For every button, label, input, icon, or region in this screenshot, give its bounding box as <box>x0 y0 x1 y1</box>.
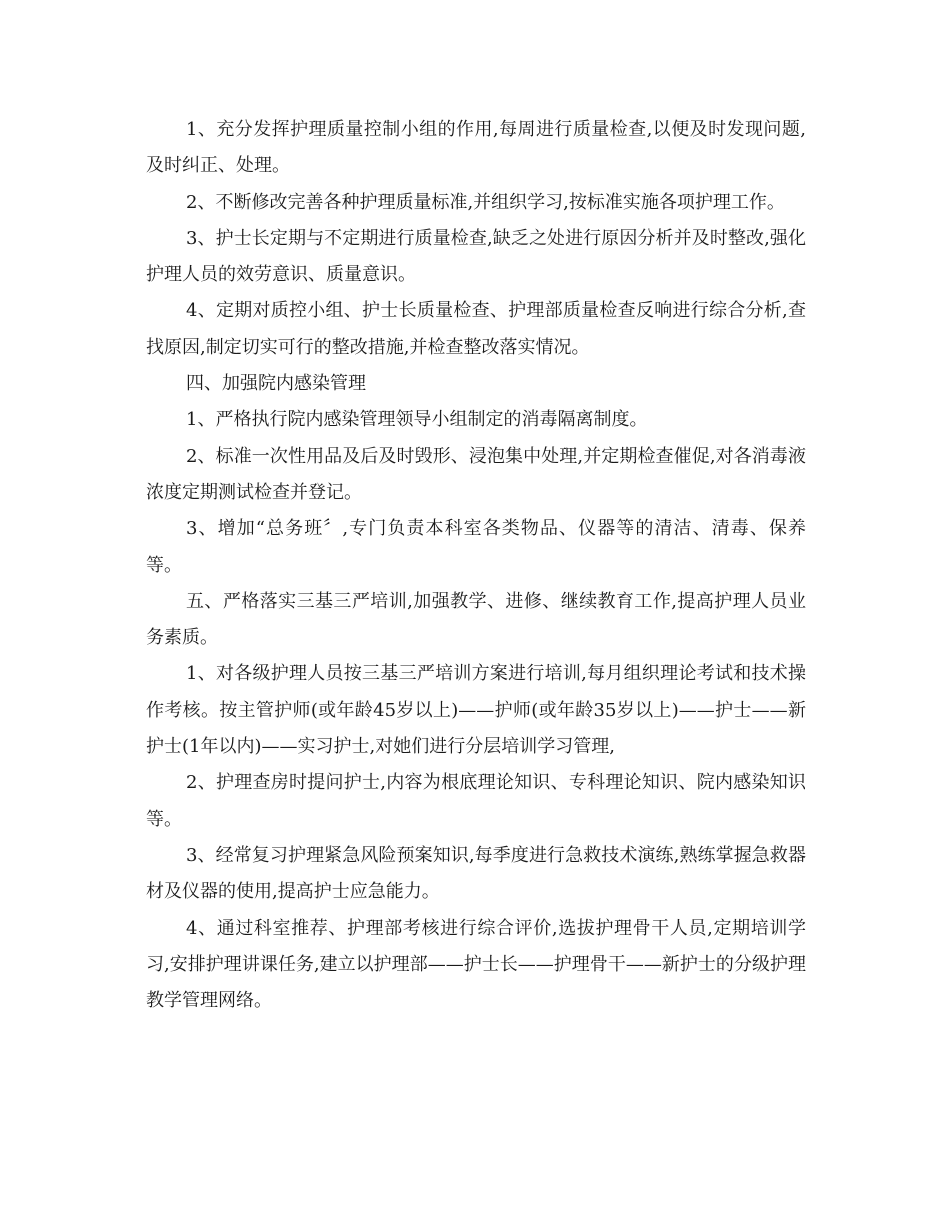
paragraph-emergency-drills: 3、经常复习护理紧急风险预案知识,每季度进行急救技术演练,熟练掌握急救器材及仪器的使用,提高护士应急能力。 <box>146 844 806 903</box>
paragraph-comprehensive-analysis: 4、定期对质控小组、护士长质量检查、护理部质量检查反响进行综合分析,查找原因,制定切实可行的整改措施,并检查整改落实情况。 <box>146 300 806 358</box>
section-heading-infection-control: 四、加强院内感染管理 <box>186 373 366 395</box>
paragraph-head-nurse-inspection: 3、护士长定期与不定期进行质量检查,缺乏之处进行原因分析并及时整改,强化护理人员的效劳意识、质量意识。 <box>146 227 806 286</box>
paragraph-general-duty-shift: 3、增加“总务班〞,专门负责本科室各类物品、仪器等的清洁、清毒、保养等。 <box>146 518 806 576</box>
paragraph-quality-standards: 2、不断修改完善各种护理质量标准,并组织学习,按标准实施各项护理工作。 <box>186 191 785 213</box>
document-body <box>146 112 806 1019</box>
paragraph-tiered-training: 1、对各级护理人员按三基三严培训方案进行培训,每月组织理论考试和技术操作考核。按主管护师(或年龄45岁以上)——护师(或年龄35岁以上)——护士——新护士(1年以内)——实习护士,对她们进行分层培训学习管理, <box>146 663 806 758</box>
section-heading-training: 五、严格落实三基三严培训,加强教学、进修、继续教育工作,提高护理人员业务素质。 <box>146 590 806 649</box>
paragraph-disinfection-rules: 1、严格执行院内感染管理领导小组制定的消毒隔离制度。 <box>186 409 648 431</box>
paragraph-quality-check-weekly: 1、充分发挥护理质量控制小组的作用,每周进行质量检查,以便及时发现问题,及时纠正、处理。 <box>146 119 806 177</box>
paragraph-disposable-items: 2、标准一次性用品及后及时毁形、浸泡集中处理,并定期检查催促,对各消毒液浓度定期测试检查并登记。 <box>146 445 806 503</box>
paragraph-nursing-rounds: 2、护理查房时提问护士,内容为根底理论知识、专科理论知识、院内感染知识等。 <box>146 772 806 830</box>
paragraph-teaching-network: 4、通过科室推荐、护理部考核进行综合评价,选拔护理骨干人员,定期培训学习,安排护理讲课任务,建立以护理部——护士长——护理骨干——新护士的分级护理教学管理网络。 <box>146 917 806 1012</box>
